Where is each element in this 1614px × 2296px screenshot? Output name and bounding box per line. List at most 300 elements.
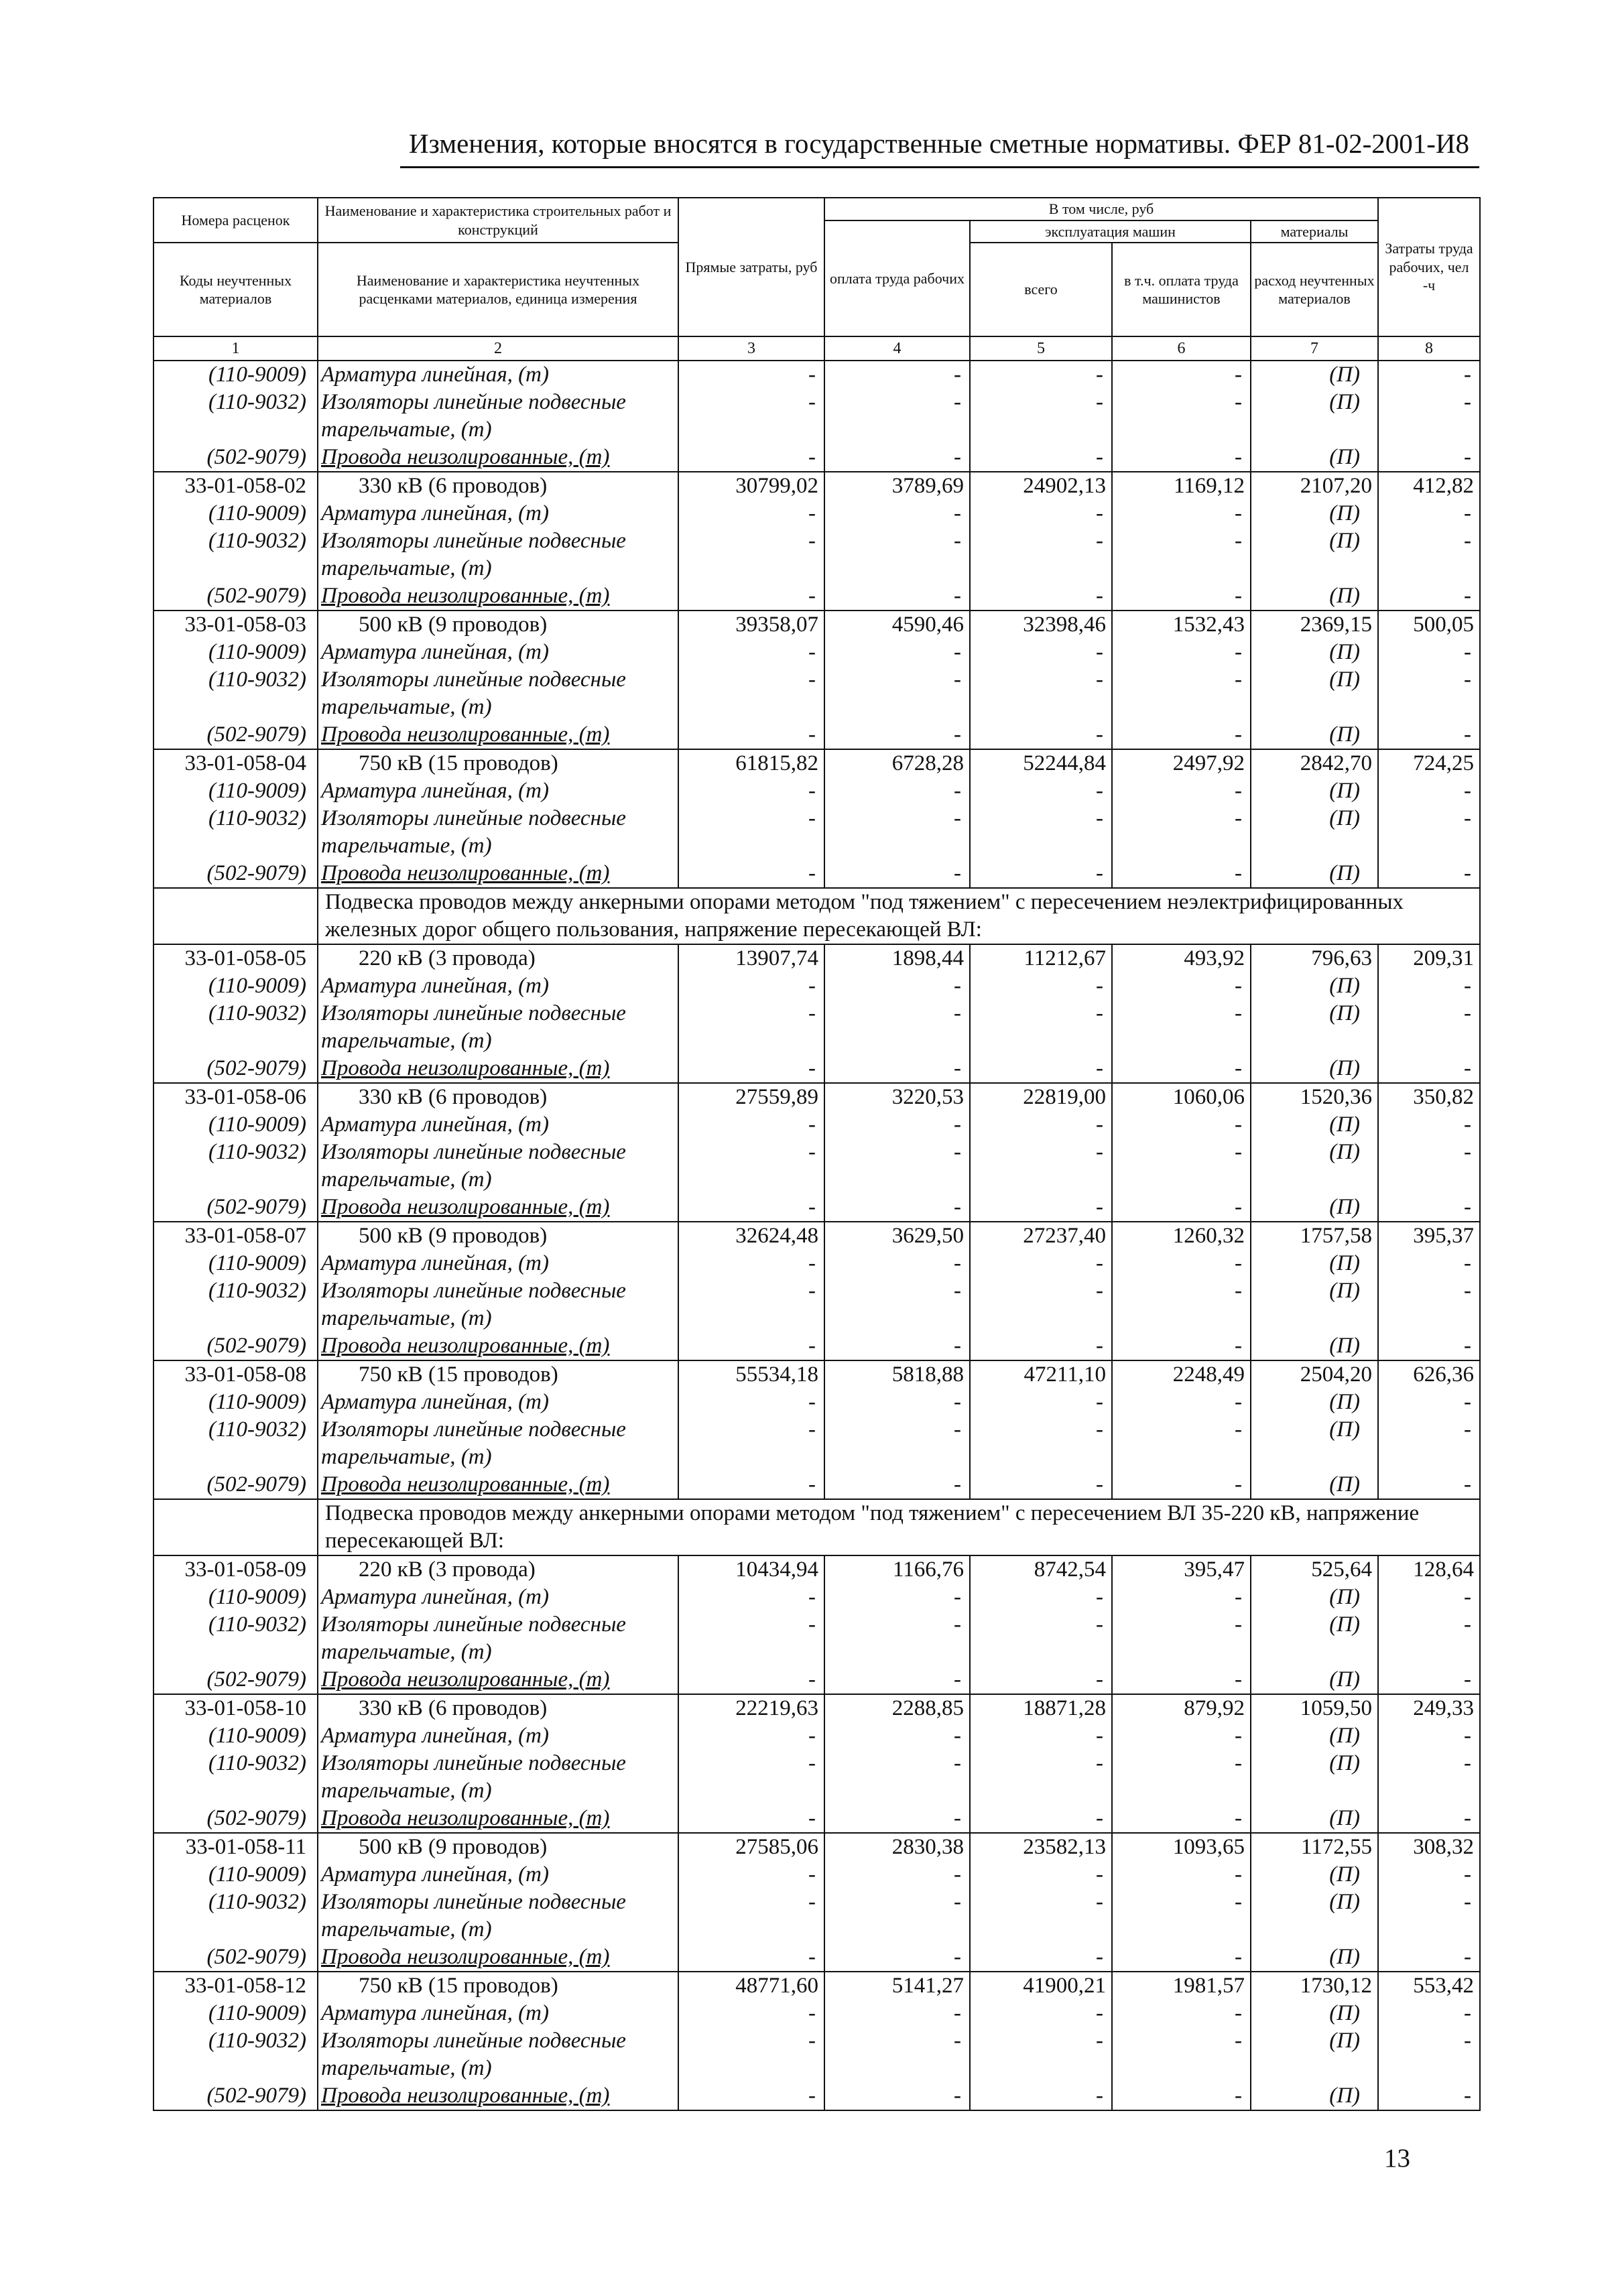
material-name: Изоляторы линейные подвесные	[318, 805, 678, 832]
material-row-cont	[153, 1027, 1480, 1055]
labor-hours: 500,05	[1378, 611, 1480, 639]
rate-code: 33-01-058-09	[153, 1555, 318, 1584]
rate-code: 33-01-058-05	[153, 944, 318, 972]
cell-empty	[824, 1027, 970, 1055]
cell-empty	[1378, 1166, 1480, 1194]
cell-dash: -	[1112, 444, 1251, 472]
material-name: Арматура линейная, (т)	[318, 2000, 678, 2027]
cell-unit: (П)	[1251, 805, 1378, 832]
cell-dash: -	[1112, 389, 1251, 416]
machinist-pay: 1093,65	[1112, 1833, 1251, 1861]
cell-dash: -	[824, 1611, 970, 1639]
direct-costs: 22219,63	[678, 1694, 824, 1722]
cell-dash: -	[1378, 1471, 1480, 1499]
cell-dash: -	[970, 444, 1112, 472]
cell-dash: -	[970, 582, 1112, 611]
cell-unit: (П)	[1251, 1250, 1378, 1277]
labor-pay: 1166,76	[824, 1555, 970, 1584]
materials-cost: 2107,20	[1251, 472, 1378, 500]
material-code: (110-9009)	[153, 361, 318, 389]
section-heading: Подвеска проводов между анкерными опорами методом "под тяжением" с пересечением ВЛ 35-220 кВ, напряжение пересекающей ВЛ:	[318, 1499, 1480, 1555]
cell-unit: (П)	[1251, 1332, 1378, 1360]
labor-pay: 4590,46	[824, 611, 970, 639]
material-name: тарельчатые, (т)	[318, 832, 678, 860]
material-row	[153, 1055, 1480, 1083]
cell-dash: -	[970, 1805, 1112, 1833]
material-row	[153, 1805, 1480, 1833]
cell-dash: -	[678, 1861, 824, 1889]
direct-costs: 32624,48	[678, 1222, 824, 1250]
machinist-pay: 2248,49	[1112, 1360, 1251, 1389]
cell-dash: -	[1112, 582, 1251, 611]
material-name: Провода неизолированные, (т)	[318, 860, 678, 888]
cell-dash: -	[1378, 1194, 1480, 1222]
machines-total: 24902,13	[970, 472, 1112, 500]
rate-code: 33-01-058-02	[153, 472, 318, 500]
materials-cost: 1730,12	[1251, 1972, 1378, 2000]
material-code: (110-9009)	[153, 1389, 318, 1416]
cell-dash: -	[1378, 500, 1480, 527]
col-number: 2	[318, 336, 678, 361]
rate-row	[153, 1555, 1480, 1584]
cell-dash: -	[824, 389, 970, 416]
cell-dash: -	[1378, 639, 1480, 666]
cell-empty	[1378, 1639, 1480, 1666]
cell-dash: -	[970, 1471, 1112, 1499]
cell-unit: (П)	[1251, 1889, 1378, 1916]
cell-dash: -	[824, 361, 970, 389]
material-row	[153, 639, 1480, 666]
cell-dash: -	[1112, 639, 1251, 666]
cell-dash: -	[1378, 1111, 1480, 1139]
cell-dash: -	[824, 1666, 970, 1694]
col-number: 8	[1378, 336, 1480, 361]
cell-empty	[1112, 1305, 1251, 1332]
cell-empty	[678, 2055, 824, 2082]
materials-cost: 1059,50	[1251, 1694, 1378, 1722]
material-name: Провода неизолированные, (т)	[318, 1194, 678, 1222]
rate-name: 220 кВ (3 провода)	[318, 944, 678, 972]
cell-dash: -	[678, 2082, 824, 2110]
cell-dash: -	[970, 527, 1112, 555]
cell-unit: (П)	[1251, 1111, 1378, 1139]
cell-unit: (П)	[1251, 1055, 1378, 1083]
cell-dash: -	[1378, 361, 1480, 389]
cell-dash: -	[1378, 527, 1480, 555]
labor-hours: 395,37	[1378, 1222, 1480, 1250]
cell-empty	[1378, 1777, 1480, 1805]
rate-row	[153, 1694, 1480, 1722]
cell-dash: -	[824, 1055, 970, 1083]
material-name: тарельчатые, (т)	[318, 1027, 678, 1055]
cell-dash: -	[678, 2000, 824, 2027]
material-row-cont	[153, 1777, 1480, 1805]
cell-empty	[970, 416, 1112, 444]
cell-dash: -	[970, 972, 1112, 1000]
cell-dash: -	[970, 1722, 1112, 1750]
cell-dash: -	[678, 1389, 824, 1416]
cell-empty	[1112, 832, 1251, 860]
labor-hours: 412,82	[1378, 472, 1480, 500]
rate-row	[153, 1222, 1480, 1250]
cell-dash: -	[678, 1750, 824, 1777]
materials-cost: 796,63	[1251, 944, 1378, 972]
cell-empty	[678, 1444, 824, 1471]
rate-row	[153, 944, 1480, 972]
cell-dash: -	[970, 1389, 1112, 1416]
cell-dash: -	[1112, 1471, 1251, 1499]
cell-empty	[678, 832, 824, 860]
cell-dash: -	[970, 666, 1112, 694]
cell-empty	[970, 1305, 1112, 1332]
cell-dash: -	[824, 1194, 970, 1222]
cell-unit: (П)	[1251, 500, 1378, 527]
cell-unit: (П)	[1251, 527, 1378, 555]
cell-dash: -	[1112, 527, 1251, 555]
cell-dash: -	[1112, 1194, 1251, 1222]
rate-code: 33-01-058-12	[153, 1972, 318, 2000]
cell-dash: -	[1378, 860, 1480, 888]
cell-empty	[1251, 1444, 1378, 1471]
section-heading: Подвеска проводов между анкерными опорами методом "под тяжением" с пересечением неэлектрифицированных железных дорог общего пользования, напряжение пересекающей ВЛ:	[318, 888, 1480, 944]
material-row	[153, 444, 1480, 472]
cell-dash: -	[970, 1250, 1112, 1277]
material-row	[153, 1611, 1480, 1639]
cell-dash: -	[824, 721, 970, 749]
cell-unit: (П)	[1251, 1194, 1378, 1222]
cell-dash: -	[1378, 805, 1480, 832]
rate-name: 330 кВ (6 проводов)	[318, 1694, 678, 1722]
cell-unit: (П)	[1251, 721, 1378, 749]
col2-top-header: Наименование и характеристика строительных работ и конструкций	[318, 198, 678, 243]
cell-dash: -	[1112, 1805, 1251, 1833]
machinist-pay: 1060,06	[1112, 1083, 1251, 1111]
material-code: (110-9032)	[153, 805, 318, 832]
cell-empty	[1112, 694, 1251, 721]
cell-empty	[970, 1916, 1112, 1943]
cell-dash: -	[678, 1471, 824, 1499]
material-code: (110-9009)	[153, 639, 318, 666]
labor-pay: 2288,85	[824, 1694, 970, 1722]
material-code: (110-9032)	[153, 1000, 318, 1027]
cell-dash: -	[1378, 444, 1480, 472]
material-code: (110-9032)	[153, 527, 318, 555]
cell-empty	[1251, 416, 1378, 444]
material-row	[153, 1861, 1480, 1889]
cell-dash: -	[970, 860, 1112, 888]
col-number: 7	[1251, 336, 1378, 361]
material-name: Изоляторы линейные подвесные	[318, 1139, 678, 1166]
cell-dash: -	[824, 2000, 970, 2027]
cell-dash: -	[1378, 2000, 1480, 2027]
cell-dash: -	[1378, 1805, 1480, 1833]
cell-empty	[153, 1166, 318, 1194]
cell-dash: -	[1112, 2082, 1251, 2110]
cell-unit: (П)	[1251, 1416, 1378, 1444]
materials-cost: 1757,58	[1251, 1222, 1378, 1250]
cell-dash: -	[1378, 1332, 1480, 1360]
labor-hours: 128,64	[1378, 1555, 1480, 1584]
cell-empty	[970, 555, 1112, 582]
cell-dash: -	[678, 1250, 824, 1277]
cell-dash: -	[678, 500, 824, 527]
material-row	[153, 1722, 1480, 1750]
material-row	[153, 1111, 1480, 1139]
cell-dash: -	[678, 777, 824, 805]
labor-hours: 553,42	[1378, 1972, 1480, 2000]
cell-dash: -	[678, 444, 824, 472]
col-number: 6	[1112, 336, 1251, 361]
material-code: (110-9009)	[153, 972, 318, 1000]
material-code: (110-9032)	[153, 1139, 318, 1166]
material-name: Арматура линейная, (т)	[318, 1250, 678, 1277]
rate-name: 500 кВ (9 проводов)	[318, 1222, 678, 1250]
material-row-cont	[153, 416, 1480, 444]
material-name: Изоляторы линейные подвесные	[318, 527, 678, 555]
cell-dash: -	[1112, 1611, 1251, 1639]
cell-dash: -	[1378, 777, 1480, 805]
cell-dash: -	[970, 1666, 1112, 1694]
cell-empty	[678, 694, 824, 721]
cell-empty	[1378, 694, 1480, 721]
materials-cost: 1520,36	[1251, 1083, 1378, 1111]
cell-dash: -	[824, 1389, 970, 1416]
cell-empty	[1112, 1639, 1251, 1666]
material-row	[153, 527, 1480, 555]
cell-dash: -	[678, 805, 824, 832]
cell-empty	[824, 416, 970, 444]
cell-dash: -	[1112, 1000, 1251, 1027]
machines-total: 41900,21	[970, 1972, 1112, 2000]
cell-dash: -	[970, 1055, 1112, 1083]
material-name: Провода неизолированные, (т)	[318, 1805, 678, 1833]
cell-empty	[678, 416, 824, 444]
cell-unit: (П)	[1251, 582, 1378, 611]
material-name: Арматура линейная, (т)	[318, 1584, 678, 1611]
material-name: Арматура линейная, (т)	[318, 639, 678, 666]
material-name: Изоляторы линейные подвесные	[318, 1889, 678, 1916]
material-name: Арматура линейная, (т)	[318, 1722, 678, 1750]
cell-unit: (П)	[1251, 666, 1378, 694]
cell-empty	[153, 416, 318, 444]
labor-pay: 3789,69	[824, 472, 970, 500]
cell-unit: (П)	[1251, 1277, 1378, 1305]
material-code: (110-9032)	[153, 1611, 318, 1639]
cell-empty	[153, 1027, 318, 1055]
material-code: (110-9009)	[153, 777, 318, 805]
rate-row	[153, 1083, 1480, 1111]
cell-empty	[1112, 1444, 1251, 1471]
cell-dash: -	[824, 1139, 970, 1166]
cell-dash: -	[824, 860, 970, 888]
cell-dash: -	[1112, 1861, 1251, 1889]
material-name: Арматура линейная, (т)	[318, 1111, 678, 1139]
rate-row	[153, 1972, 1480, 2000]
cell-dash: -	[1378, 1666, 1480, 1694]
cell-dash: -	[1378, 1055, 1480, 1083]
cell-dash: -	[1378, 2082, 1480, 2110]
cell-dash: -	[970, 777, 1112, 805]
cell-dash: -	[824, 1805, 970, 1833]
material-row	[153, 2027, 1480, 2055]
material-code: (502-9079)	[153, 1805, 318, 1833]
cell-dash: -	[1112, 1722, 1251, 1750]
material-name: Провода неизолированные, (т)	[318, 1055, 678, 1083]
material-code: (110-9032)	[153, 1889, 318, 1916]
material-name: Изоляторы линейные подвесные	[318, 1416, 678, 1444]
cell-dash: -	[678, 1111, 824, 1139]
header-rule	[400, 166, 1479, 168]
cell-empty	[1378, 1027, 1480, 1055]
material-row	[153, 666, 1480, 694]
cell-empty	[970, 694, 1112, 721]
col5-header: всего	[970, 243, 1112, 336]
cell-empty	[1251, 2055, 1378, 2082]
cell-dash: -	[824, 2082, 970, 2110]
cell-unit: (П)	[1251, 1389, 1378, 1416]
cell-dash: -	[824, 1277, 970, 1305]
cell-dash: -	[1112, 805, 1251, 832]
rate-row	[153, 1360, 1480, 1389]
cell-empty	[678, 1166, 824, 1194]
cell-dash: -	[824, 666, 970, 694]
material-code: (502-9079)	[153, 1332, 318, 1360]
cell-dash: -	[1112, 1584, 1251, 1611]
cell-dash: -	[970, 500, 1112, 527]
cell-empty	[1378, 1305, 1480, 1332]
cell-empty	[1378, 1444, 1480, 1471]
cell-dash: -	[824, 1000, 970, 1027]
cell-dash: -	[824, 1332, 970, 1360]
labor-pay: 2830,38	[824, 1833, 970, 1861]
section-row	[153, 888, 1480, 944]
rate-code: 33-01-058-10	[153, 1694, 318, 1722]
direct-costs: 27585,06	[678, 1833, 824, 1861]
col-number: 4	[824, 336, 970, 361]
cell-dash: -	[824, 1889, 970, 1916]
cell-empty	[1378, 2055, 1480, 2082]
cell-unit: (П)	[1251, 1722, 1378, 1750]
cell-empty	[1378, 832, 1480, 860]
rate-name: 750 кВ (15 проводов)	[318, 1972, 678, 2000]
material-code: (502-9079)	[153, 582, 318, 611]
cell-dash: -	[678, 639, 824, 666]
material-row	[153, 1194, 1480, 1222]
cell-empty	[678, 1027, 824, 1055]
material-name: тарельчатые, (т)	[318, 1639, 678, 1666]
material-name: тарельчатые, (т)	[318, 1777, 678, 1805]
direct-costs: 27559,89	[678, 1083, 824, 1111]
cell-dash: -	[678, 1722, 824, 1750]
machines-total: 8742,54	[970, 1555, 1112, 1584]
cell-dash: -	[824, 527, 970, 555]
material-name: Арматура линейная, (т)	[318, 500, 678, 527]
labor-hours: 350,82	[1378, 1083, 1480, 1111]
rates-table	[153, 197, 1481, 2111]
material-code: (502-9079)	[153, 444, 318, 472]
cell-empty	[1112, 1916, 1251, 1943]
material-row	[153, 1889, 1480, 1916]
cell-dash: -	[824, 1416, 970, 1444]
cell-unit: (П)	[1251, 1805, 1378, 1833]
labor-pay: 6728,28	[824, 749, 970, 777]
cell-dash: -	[678, 527, 824, 555]
rate-row	[153, 472, 1480, 500]
col8-header: Затраты труда рабочих, чел -ч	[1378, 198, 1480, 336]
material-name: Изоляторы линейные подвесные	[318, 1750, 678, 1777]
cell-dash: -	[824, 805, 970, 832]
page-header-title: Изменения, которые вносятся в государственные сметные нормативы. ФЕР 81-02-2001-И8	[408, 128, 1469, 159]
cell-empty	[1112, 2055, 1251, 2082]
cell-empty	[153, 1499, 318, 1555]
rate-name: 750 кВ (15 проводов)	[318, 749, 678, 777]
section-row	[153, 1499, 1480, 1555]
labor-pay: 3629,50	[824, 1222, 970, 1250]
cell-empty	[678, 555, 824, 582]
cell-empty	[824, 694, 970, 721]
material-name: тарельчатые, (т)	[318, 1916, 678, 1943]
material-row	[153, 860, 1480, 888]
rate-code: 33-01-058-04	[153, 749, 318, 777]
cell-dash: -	[970, 1194, 1112, 1222]
cell-empty	[153, 2055, 318, 2082]
cell-dash: -	[970, 1750, 1112, 1777]
cell-empty	[824, 1305, 970, 1332]
material-row	[153, 805, 1480, 832]
material-name: тарельчатые, (т)	[318, 1444, 678, 1471]
direct-costs: 30799,02	[678, 472, 824, 500]
material-row	[153, 361, 1480, 389]
cell-dash: -	[1112, 1250, 1251, 1277]
cell-dash: -	[1112, 860, 1251, 888]
cell-unit: (П)	[1251, 1943, 1378, 1972]
cell-dash: -	[1378, 1889, 1480, 1916]
material-name: тарельчатые, (т)	[318, 1166, 678, 1194]
direct-costs: 61815,82	[678, 749, 824, 777]
material-row-cont	[153, 1639, 1480, 1666]
cell-dash: -	[824, 1111, 970, 1139]
cell-dash: -	[1112, 1332, 1251, 1360]
material-code: (110-9032)	[153, 1750, 318, 1777]
machines-total: 27237,40	[970, 1222, 1112, 1250]
cell-dash: -	[1378, 1277, 1480, 1305]
cell-dash: -	[678, 1194, 824, 1222]
cell-dash: -	[970, 721, 1112, 749]
cell-dash: -	[678, 1139, 824, 1166]
direct-costs: 55534,18	[678, 1360, 824, 1389]
cell-dash: -	[1112, 2027, 1251, 2055]
labor-hours: 724,25	[1378, 749, 1480, 777]
cell-empty	[824, 1166, 970, 1194]
cell-empty	[824, 832, 970, 860]
cell-dash: -	[678, 1332, 824, 1360]
material-name: Провода неизолированные, (т)	[318, 1666, 678, 1694]
cell-dash: -	[678, 582, 824, 611]
cell-dash: -	[678, 1416, 824, 1444]
material-name: Изоляторы линейные подвесные	[318, 1611, 678, 1639]
incl-group-header: В том числе, руб	[824, 198, 1378, 220]
material-code: (502-9079)	[153, 1666, 318, 1694]
material-name: Арматура линейная, (т)	[318, 1389, 678, 1416]
cell-empty	[1112, 555, 1251, 582]
direct-costs: 10434,94	[678, 1555, 824, 1584]
material-row	[153, 777, 1480, 805]
cell-empty	[970, 1166, 1112, 1194]
material-row	[153, 721, 1480, 749]
cell-empty	[1112, 1027, 1251, 1055]
material-name: Изоляторы линейные подвесные	[318, 1277, 678, 1305]
labor-hours: 209,31	[1378, 944, 1480, 972]
